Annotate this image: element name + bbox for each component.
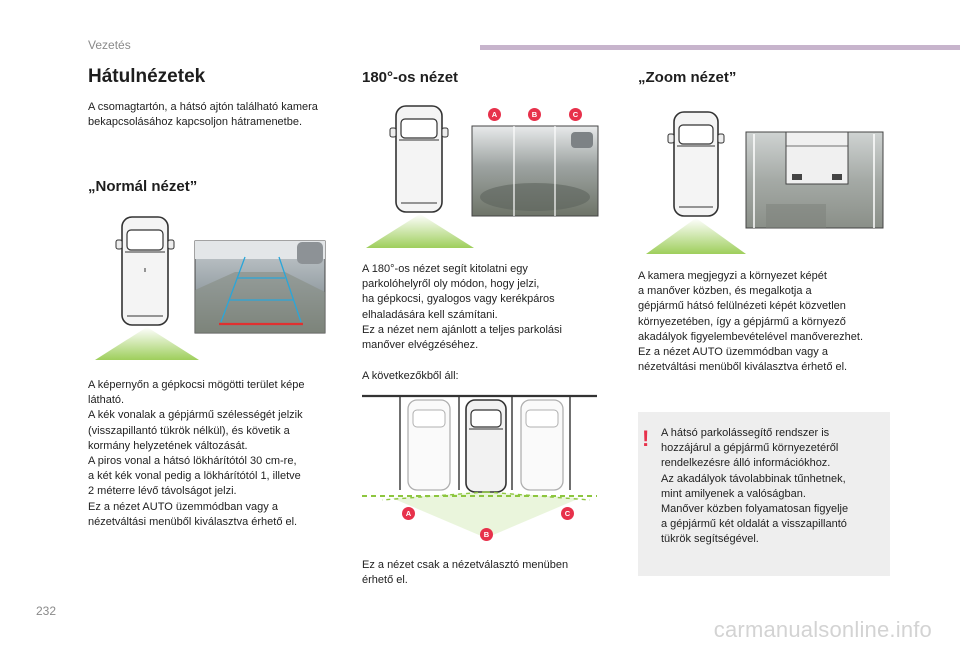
green-cone [95,327,199,360]
wide-view-heading: 180°-os nézet [362,69,459,86]
label-b-badge: B [528,108,541,121]
green-cone [646,218,746,254]
zone-c-badge: C [561,507,574,520]
page-title: Hátulnézetek [88,66,206,87]
normal-view-heading: „Normál nézet” [88,178,198,195]
page-number: 232 [36,604,57,618]
parked-van-right [521,400,563,490]
camera-screen [746,132,883,228]
intro-text: A csomagtartón, a hátsó ajtón található kamera bekapcsolásához kapcsoljon hátramenetbe. [88,101,318,129]
van-top-view [116,217,174,325]
zoom-view-heading: „Zoom nézet” [638,69,737,86]
zoom-view-illustration [646,108,886,258]
parking-diagram [362,392,597,550]
zoom-view-text: A kamera megjegyzi a környezet képét a manőver közben, és megalkotja a gépjármű hátsó felülnézeti képét közvetlen környezetében, így a gépjármű a környező akadályok figyelembevételével manőverezhet. Ez a nézet AUTO üzemmódban vagy a nézetváltási menüből kiválasztva érhető el. [638,270,864,374]
zone-a-badge: A [402,507,415,520]
wide-view-footer: Ez a nézet csak a nézetválasztó menüben érhető el. [362,559,569,587]
warning-text: A hátsó parkolássegítő rendszer is hozzájárul a gépjármű környezetéről rendelkezésre álló információkhoz. Az akadályok távolabbinak tűnhetnek, mint amilyenek a valóságban. Manőver közben folyamatosan figyelje a gépjármű két oldalát a visszapillantó tükrök segítségével. [661,427,849,546]
van-top-view [390,106,448,212]
label-a-badge: A [488,108,501,121]
wide-view-illustration [366,102,602,252]
green-cone [366,214,474,248]
camera-screen [195,241,325,333]
reversing-van [466,400,506,492]
normal-view-illustration [95,212,330,362]
van-top-view [668,112,724,216]
consists-of-text: A következőkből áll: [362,370,459,382]
camera-screen [472,126,598,216]
section-label: Vezetés [88,38,131,52]
zone-b-badge: B [480,528,493,541]
header-bar [480,45,960,50]
label-c-badge: C [569,108,582,121]
parked-van-left [408,400,450,490]
watermark: carmanualsonline.info [713,617,932,642]
normal-view-text: A képernyőn a gépkocsi mögötti terület képe látható. A kék vonalak a gépjármű szélességét jelzik (visszapillantó tükrök nélkül), és követik a kormány helyzetének változását. A piros vonal a hátsó lökhárítótól 30 cm-re, a két kék vonal pedig a lökhárítótól 1, illetve 2 méterre lévő távolságot jelzi. Ez a nézet AUTO üzemmódban vagy a nézetváltási menüből kiválasztva érhető el. [88,379,305,528]
wide-view-text: A 180°-os nézet segít kitolatni egy parkolóhelyről oly módon, hogy jelzi, ha gépkocsi, gyalogos vagy kerékpáros elhaladására kell számítani. Ez a nézet nem ajánlott a teljes parkolási manőver elvégzéséhez. [362,263,562,352]
warning-icon: ! [642,426,650,451]
